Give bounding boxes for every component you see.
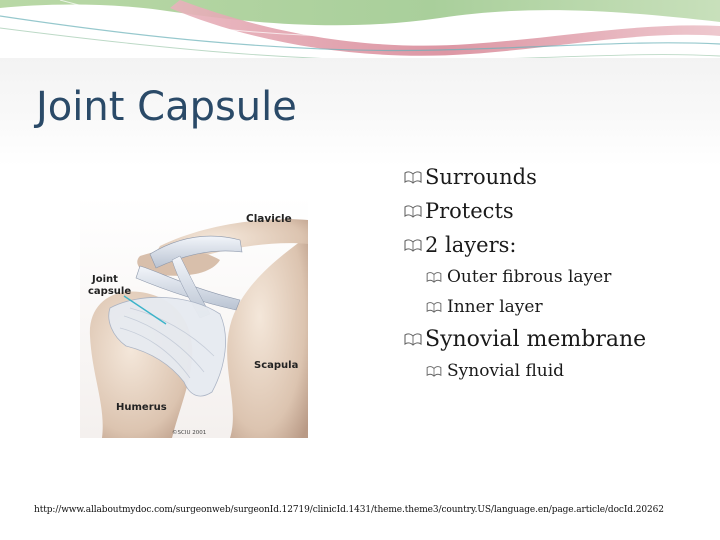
bullet-text: Surrounds	[425, 165, 537, 189]
clavicle-label: Clavicle	[246, 213, 292, 225]
bullet-text: Synovial membrane	[425, 326, 647, 352]
bullet-text: Protects	[425, 199, 514, 223]
list-item	[403, 356, 713, 386]
book-bullet-icon	[403, 170, 423, 184]
bullet-text: Synovial fluid	[447, 361, 565, 381]
book-bullet-icon	[425, 271, 443, 283]
book-bullet-icon	[403, 238, 423, 252]
book-bullet-icon	[425, 365, 443, 377]
list-item	[403, 194, 713, 228]
bullet-list	[403, 160, 713, 386]
bullet-text: Outer fibrous layer	[447, 267, 612, 287]
copyright-label: ©SCIU 2001	[172, 430, 207, 436]
list-item	[403, 228, 713, 262]
joint-capsule-label-line2: capsule	[88, 286, 132, 297]
source-url[interactable]: http://www.allaboutmydoc.com/surgeonweb/surgeonId.12719/clinicId.1431/theme.theme3/country.US/language.en/page.article/docId.20262	[34, 505, 664, 515]
shoulder-joint-illustration	[80, 196, 308, 438]
bullet-text: Inner layer	[447, 297, 543, 317]
book-bullet-icon	[425, 301, 443, 313]
list-item	[403, 262, 713, 292]
joint-capsule-label-line1: Joint	[92, 274, 118, 285]
humerus-label: Humerus	[116, 402, 167, 413]
bullet-text: 2 layers:	[425, 233, 517, 257]
list-item	[403, 160, 713, 194]
book-bullet-icon	[403, 332, 423, 346]
book-bullet-icon	[403, 204, 423, 218]
list-item	[403, 322, 713, 356]
list-item	[403, 292, 713, 322]
scapula-label: Scapula	[254, 360, 299, 371]
slide-title: Joint Capsule	[36, 84, 297, 130]
